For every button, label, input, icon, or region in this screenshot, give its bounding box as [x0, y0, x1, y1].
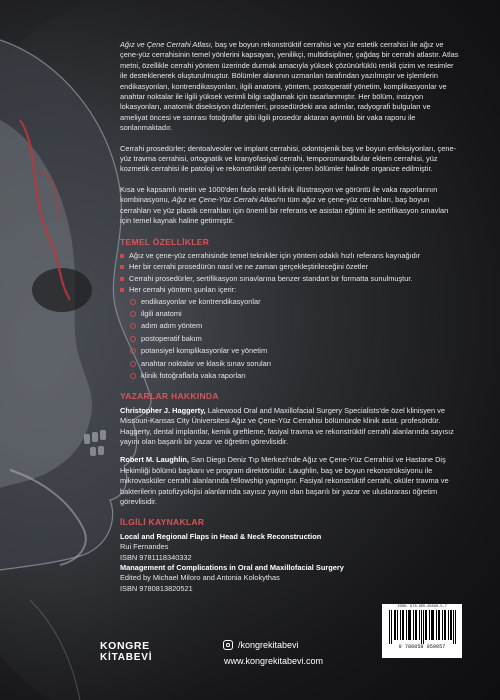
intro-paragraph-3-a: Kısa ve kapsamlı metin ve 1000'den fazla renkli klinik illüstrasyon ve görüntü ile vaka raporlarının kombinasyonu, [120, 184, 438, 205]
publisher-logo [100, 640, 152, 664]
intro-paragraph-1 [120, 40, 460, 134]
feature-subitem: postoperatif bakım [130, 334, 460, 344]
feature-subitem: ilgili anatomi [130, 309, 460, 319]
instagram-icon [223, 640, 233, 650]
barcode-bars [387, 610, 457, 644]
instagram-handle [223, 640, 299, 650]
authors-heading: YAZARLAR HAKKINDA [120, 391, 219, 402]
author-2-name: Robert M. Laughlin, [120, 455, 189, 465]
description-column [120, 40, 460, 594]
related-author-1: Rui Fernandes [120, 542, 169, 552]
related-resources [120, 532, 460, 594]
feature-item: Her bir cerrahi prosedürün nasıl ve ne zaman gerçekleştirileceğini özetler [120, 262, 460, 272]
features-sublist [130, 297, 460, 382]
feature-item: Ağız ve çene-yüz cerrahisinde temel teknikler için yöntem odaklı hızlı referans kaynağıdır [120, 251, 460, 261]
related-author-2: Edited by Michael Miloro and Antonia Kolokythas [120, 573, 280, 583]
intro-paragraph-2: Cerrahi prosedürler; dentoalveoler ve implant cerrahisi, odontojenik baş ve boyun enfeksiyonları, çene-yüz travma cerrahisi, ortognatik ve kranyofasiyal cerrahi, temporomandibular eklem cerrahisi, yüz kozmetik cerrahisi ile patoloji ve rekonstrüktif cerrahi içeren bölümler halinde organize edilmiştir. [120, 143, 457, 174]
instagram-text: /kongrekitabevi [238, 640, 299, 650]
feature-subitem: adım adım yöntem [130, 321, 460, 331]
feature-item: Her cerrahi yöntem şunları içerir: [120, 285, 460, 295]
related-isbn-2: ISBN 9780813820521 [120, 583, 193, 593]
related-heading: İLGİLİ KAYNAKLAR [120, 517, 205, 528]
feature-subitem: anahtar noktalar ve klasik sınav soruları [130, 359, 460, 369]
intro-paragraph-1-text: baş ve boyun rekonstrüktif cerrahisi ve yüz estetik cerrahisi ile ağız ve çene-yüz cerrahisinin temel yönlerini kapsayan, yenilikçi, multidisipliner, çağdaş bir cerrahi atlastır. Atlas metni, özellikle cerrahi yöntem üzerinde durmak amacıyla yüksek çözünürlüklü renkli çizim ve resimler ile desteklenerek oluşturulmuştur. Bölümler alanının uzmanları tarafından yazılmıştır ve işlemlerin endikasyonları, kontrendikasyonları, ilgili anatomi, yöntem, postoperatif yönetim, komplikasyonlar ve anahtar noktalar ile ilgili yüksek verimli bilgi sağlamak için tasarlanmıştır. Her bölüm, insizyon lokasyonları, anatomik diseksiyon düzlemleri, prosedürdeki ana adımlar, radyografi bulguları ve ameliyat öncesi ve sonrası fotoğraflar gibi ilgili prosedür aktaran ayrıntılı bir vaka raporu ile sonlanmaktadır. [120, 40, 459, 133]
publisher-name-line2: KİTABEVİ [100, 652, 153, 663]
author-bio-1 [120, 406, 460, 448]
features-list [120, 251, 460, 296]
publisher-website: www.kongrekitabevi.com [224, 656, 324, 666]
feature-subitem: klinik fotoğraflarla vaka raporları [130, 371, 460, 381]
related-title-1: Local and Regional Flaps in Head & Neck Reconstruction [120, 531, 322, 541]
intro-paragraph-3-b: 'nı tüm ağız ve çene-yüz cerrahları, baş boyun cerrahları ve yüz plastik cerrahları için önemli bir referans ve asistan eğitimi ile sertifikasyon sınavları için temel kaynak haline getirmiştir. [120, 195, 449, 226]
author-1-bio: Lakewood Oral and Maxillofacial Surgery Specialists'de özel klinisyen ve Missouri-Kansas City Üniversitesi Ağız ve Çene-Yüz Cerrahisi bölümünde klinik asist. profesördür. Haggerty, dental implantlar, kemik greftleme, fasiyal travma ve rekonstrüktif cerrahi alanlarında sayısız yayını olan başarılı bir yazar ve öğretim görevlisidir. [120, 405, 454, 446]
author-2-bio: San Diego Deniz Tıp Merkezi'nde Ağız ve Çene-Yüz Cerrahisi ve Hastane Diş Hekimliği bölümü başkanı ve program direktörüdür. Laughlin, baş ve boyun rekonstrüksiyonu ile mikrovasküler cerrahi alanlarında fellowship yapmıştır. Fasiyal rekonstrüktif cerrahi, oküler travma ve bakterilerin patofizyolojisi alanlarında sayısız yayını olan başarılı bir yazar ve uluslararası öğretim görevlisidir. [120, 455, 449, 507]
isbn-barcode [382, 604, 462, 658]
related-title-2: Management of Complications in Oral and Maxillofacial Surgery [120, 563, 344, 573]
author-1-name: Christopher J. Haggerty, [120, 405, 206, 415]
author-bio-2 [120, 455, 460, 507]
feature-item: Cerrahi prosedürler, sertifikasyon sınavlarına benzer standart bir formatta sunulmuştur. [120, 274, 460, 284]
intro-paragraph-3 [120, 185, 460, 227]
barcode-isbn-label: ISBN: 978-605-80590-5-7 [397, 605, 447, 609]
related-isbn-1: ISBN 9781118340332 [120, 552, 192, 562]
feature-subitem: endikasyonlar ve kontrendikasyonlar [130, 297, 460, 307]
intro-paragraph-3-italic: Ağız ve Çene-Yüz Cerrahi Atlası [171, 195, 278, 205]
publisher-name-line1: KONGRE [100, 640, 150, 652]
barcode-number: 9 786058 059057 [398, 644, 446, 650]
atlas-title-italic: Ağız ve Çene Cerrahi Atlası, [120, 40, 213, 49]
features-heading: TEMEL ÖZELLİKLER [120, 236, 210, 247]
feature-subitem: potansiyel komplikasyonlar ve yönetim [130, 346, 460, 356]
